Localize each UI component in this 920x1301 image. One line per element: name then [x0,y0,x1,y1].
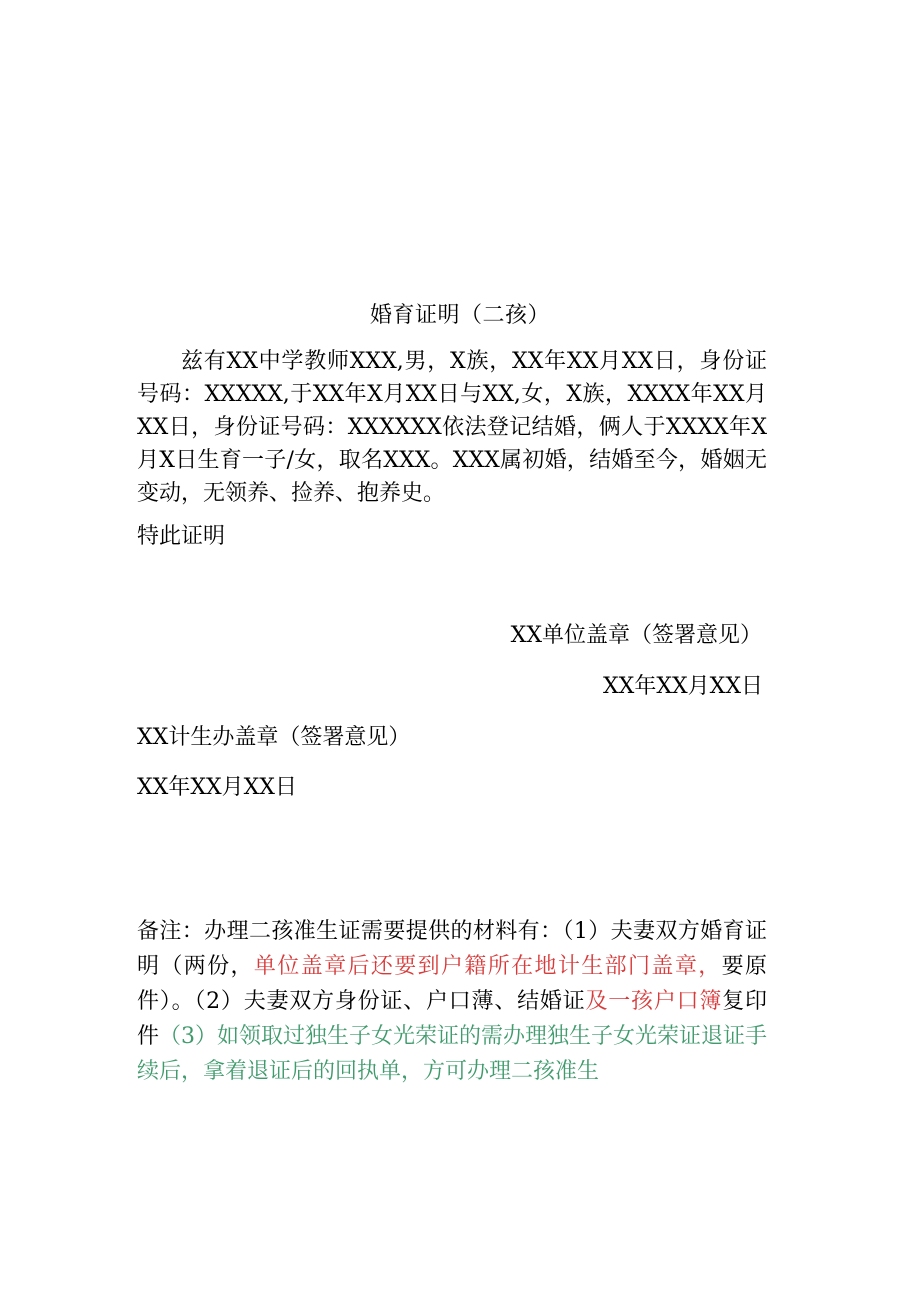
family-planning-date-line: XX年XX月XX日 [137,775,297,800]
family-planning-seal-line: XX计生办盖章（签署意见） [137,725,411,750]
note-text-2: 要原件）。（2）夫妻双方身份证、户口薄、结婚证 [137,954,767,1014]
note-text-3: 复印件 [137,989,767,1049]
note-text-1: 备注：办理二孩准生证需要提供的材料有：（1）夫妻双方婚育证明（两份， [137,919,767,979]
unit-date-line: XX年XX月XX日 [603,674,763,699]
unit-seal-line: XX单位盖章（签署意见） [510,623,762,648]
certify-line: 特此证明 [137,524,226,549]
document-title: 婚育证明（二孩） [369,303,550,328]
certificate-body: 兹有XX中学教师XXX,男，X族，XX年XX月XX日，身份证号码：XXXXX,于XX年X月XX日与XX,女，X族，XXXX年XX月XX日，身份证号码：XXXXXX依法登记结婚，俩人于XXXX年X月X日生育一子/女，取名XXX。XXX属初婚，结婚至今，婚姻无变动，无领养、捡养、抱养史。 [137,349,767,506]
note-highlight-red-1: 单位盖章后还要到户籍所在地计生部门盖章， [253,954,722,979]
remarks-note [137,914,767,1089]
note-highlight-green: （3）如领取过独生子女光荣证的需办理独生子女光荣证退证手续后，拿着退证后的回执单，方可办理二孩准生 [137,1024,768,1084]
note-highlight-red-2: 及一孩户口簿 [585,989,723,1014]
